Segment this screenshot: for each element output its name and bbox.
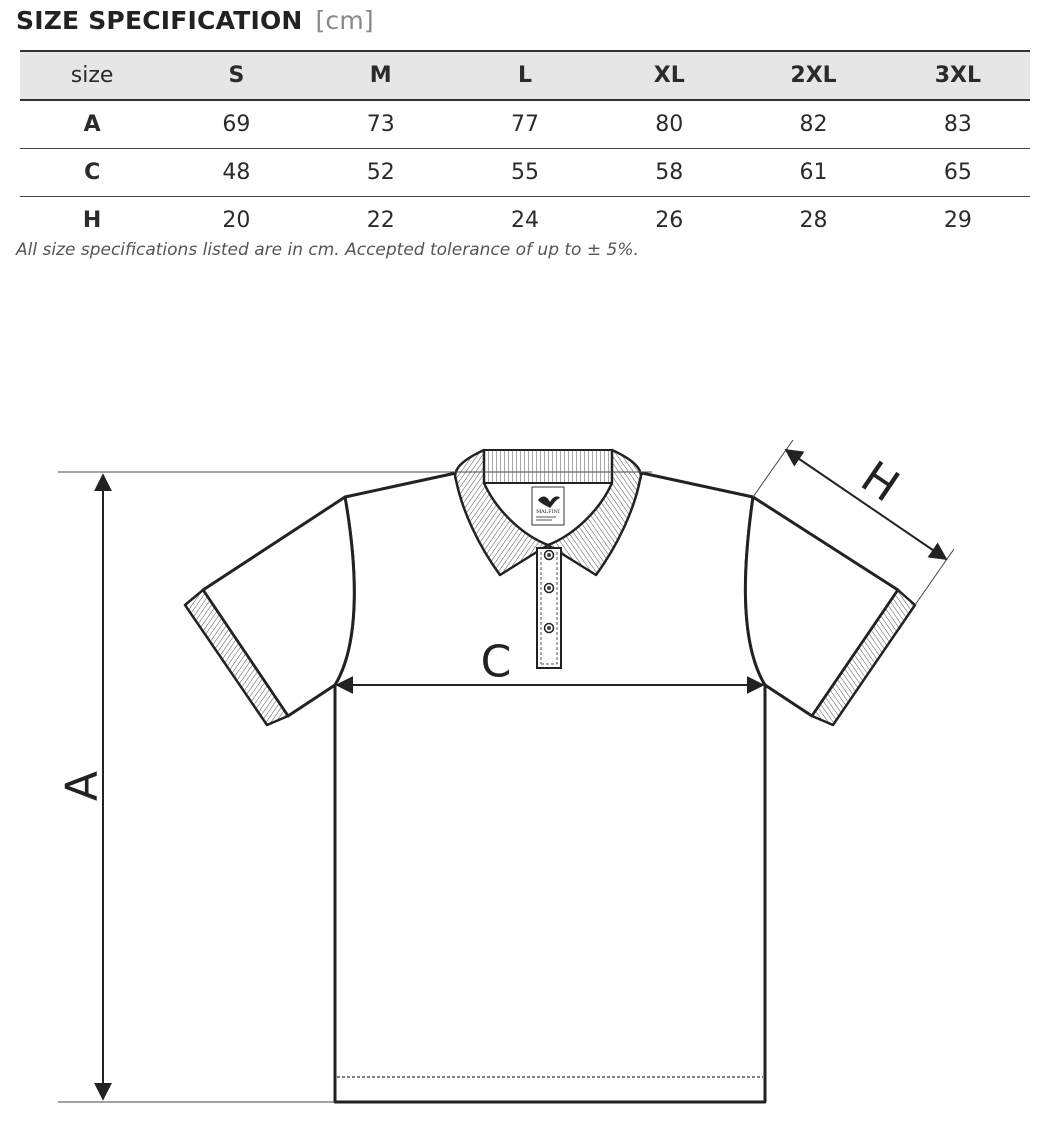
brand-label-text: MALFINI — [536, 509, 560, 515]
label-c: C — [480, 636, 512, 688]
brand-label — [532, 487, 564, 525]
table-cell: 58 — [597, 149, 741, 197]
table-cell: 73 — [309, 100, 453, 149]
table-cell: 65 — [886, 149, 1030, 197]
row-label: H — [82, 208, 102, 233]
collar-back — [484, 450, 612, 483]
left-sleeve — [203, 497, 354, 716]
table-cell: 69 — [164, 100, 308, 149]
table-cell: 26 — [655, 208, 684, 233]
table-cell: 20 — [222, 208, 251, 233]
title-unit: [cm] — [315, 6, 374, 35]
column-header: 3XL — [886, 51, 1030, 100]
column-header: S — [164, 51, 308, 100]
table-cell: 24 — [510, 208, 539, 233]
table-cell: 48 — [164, 149, 308, 197]
column-header: XL — [597, 51, 741, 100]
table-cell: 28 — [799, 208, 828, 233]
title-text: SIZE SPECIFICATION — [16, 6, 303, 35]
label-h: H — [852, 451, 908, 513]
row-label: A — [20, 100, 164, 149]
label-a: A — [56, 770, 108, 802]
table-cell: 61 — [741, 149, 885, 197]
table-cell: 83 — [886, 100, 1030, 149]
table-cell: 77 — [453, 100, 597, 149]
right-sleeve — [745, 497, 898, 716]
tolerance-note: All size specifications listed are in cm. Accepted tolerance of up to ± 5%. — [16, 240, 639, 260]
table-cell: 29 — [943, 208, 972, 233]
column-header: M — [309, 51, 453, 100]
table-cell: 52 — [309, 149, 453, 197]
column-header: L — [453, 51, 597, 100]
table-cell: 55 — [453, 149, 597, 197]
table-cell: 82 — [741, 100, 885, 149]
placket — [537, 548, 561, 668]
table-cell: 80 — [597, 100, 741, 149]
table-cell: 22 — [366, 208, 395, 233]
column-header: 2XL — [741, 51, 885, 100]
row-label: C — [20, 149, 164, 197]
column-header: size — [20, 51, 164, 100]
